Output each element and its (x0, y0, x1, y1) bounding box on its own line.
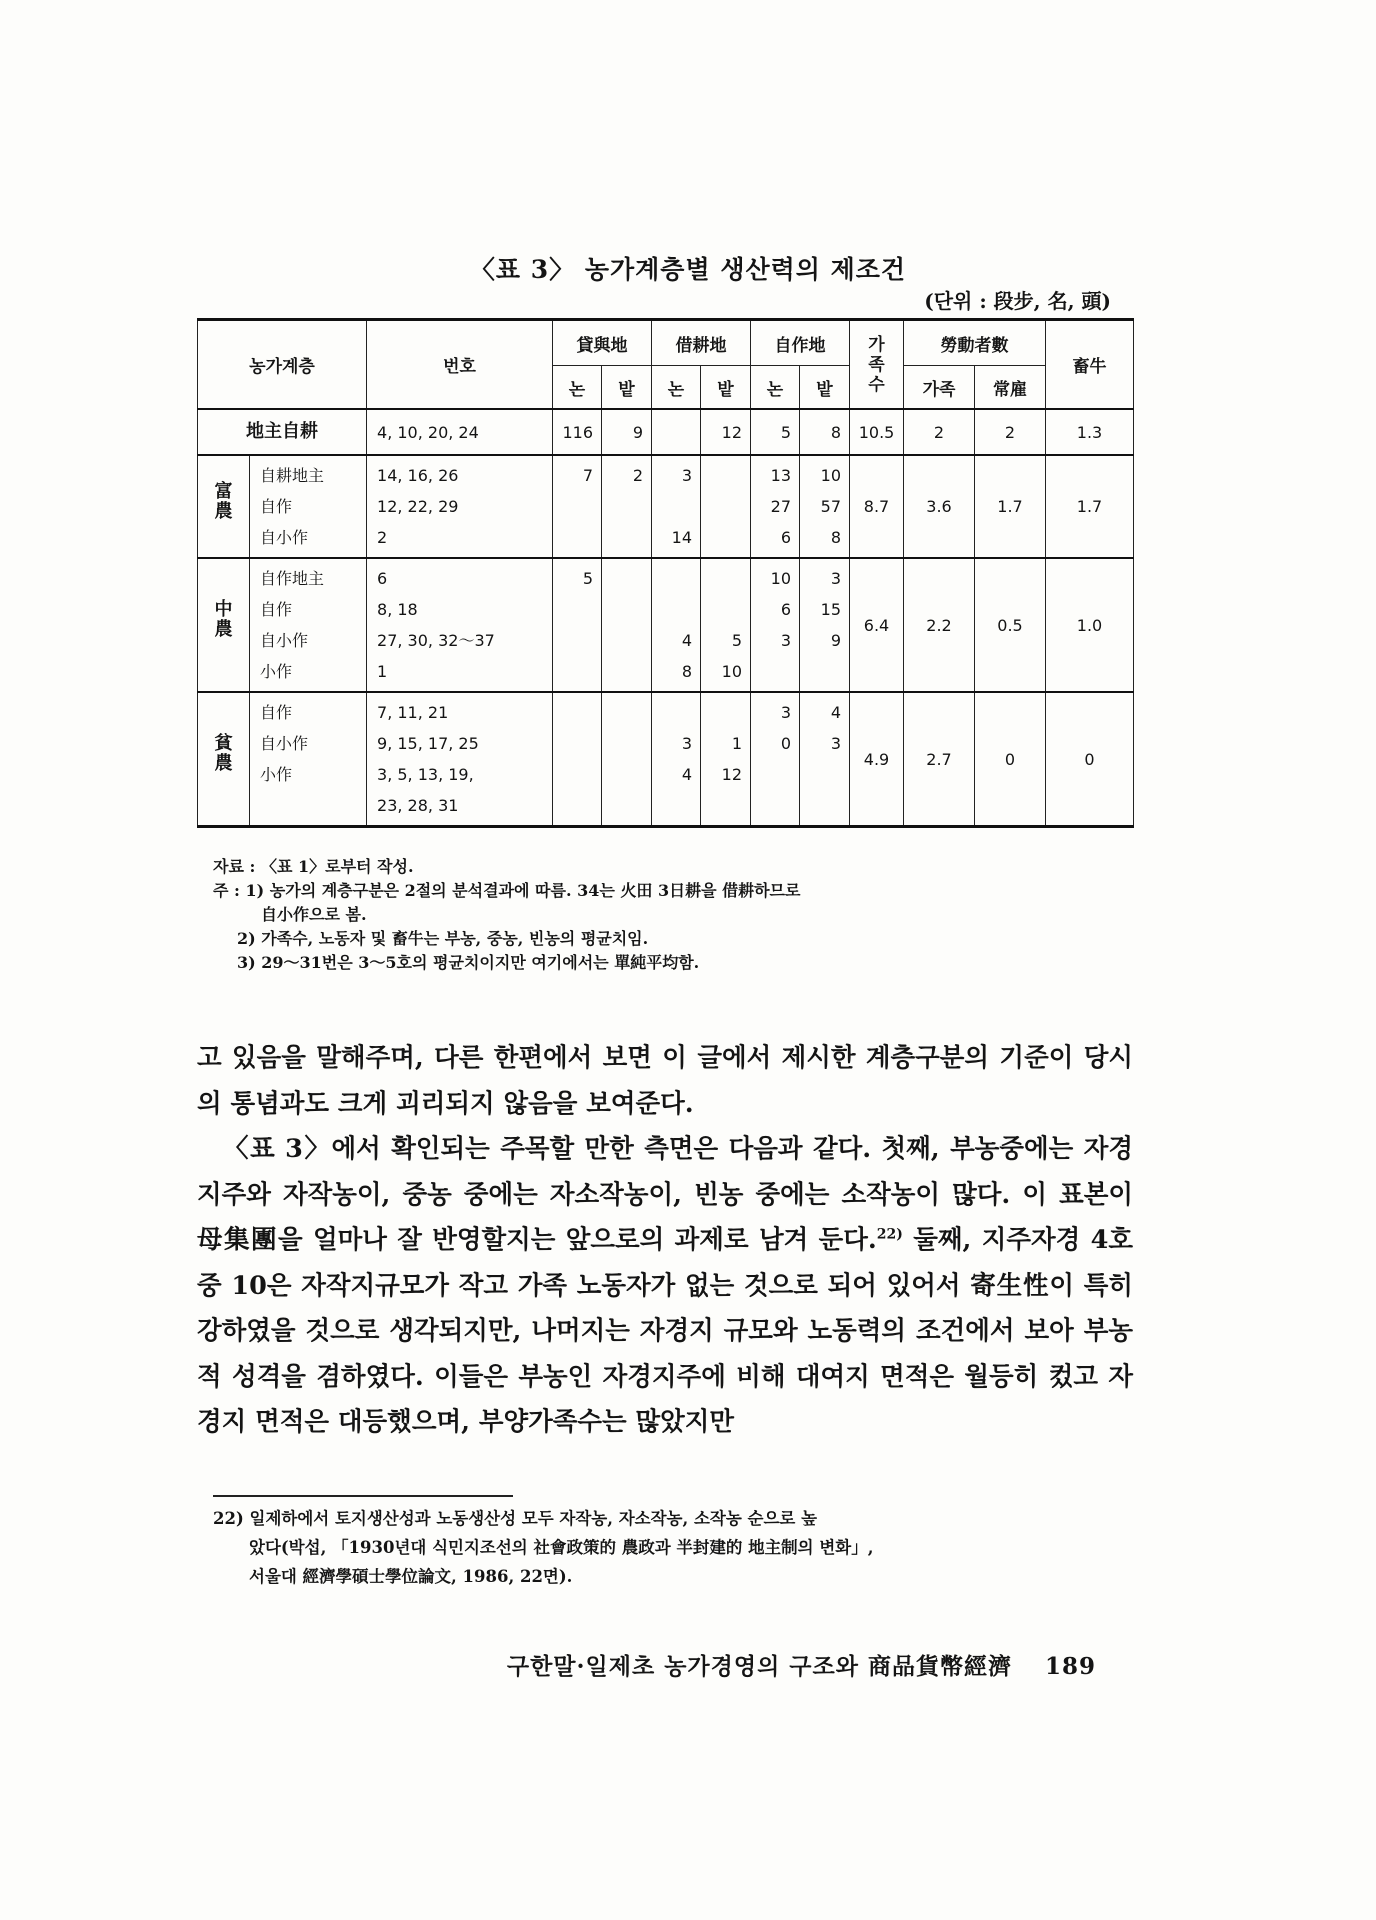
note-1-cont: 自小作으로 봄. (261, 905, 367, 924)
category-rich: 富農 (198, 455, 250, 558)
table-row (198, 455, 1134, 558)
value-cell: 10 57 8 (800, 455, 850, 558)
source-note: 자료 : 〈표 1〉로부터 작성. (213, 857, 414, 876)
header-field: 밭 (701, 366, 751, 410)
value-cell: 3 4 (652, 692, 701, 827)
family-workers-cell: 3.6 (904, 455, 975, 558)
value-cell: 4 3 (800, 692, 850, 827)
value-cell: 13 27 6 (751, 455, 800, 558)
livestock-cell: 1.0 (1046, 558, 1134, 692)
value-cell: 8 (800, 409, 850, 455)
family-cell: 4.9 (850, 692, 904, 827)
hired-cell: 1.7 (975, 455, 1046, 558)
data-table (197, 318, 1134, 828)
note-3: 3) 29～31번은 3～5호의 평균치이지만 여기에서는 單純平均함. (237, 953, 700, 972)
body-text (197, 1036, 1133, 1446)
family-cell: 6.4 (850, 558, 904, 692)
header-field: 밭 (602, 366, 652, 410)
header-field: 밭 (800, 366, 850, 410)
header-hired: 常雇 (975, 366, 1046, 410)
hired-cell: 0.5 (975, 558, 1046, 692)
value-cell: 12 (701, 409, 751, 455)
value-cell: 3 0 (751, 692, 800, 827)
type-cell: 自耕地主 自作 自小作 (250, 455, 367, 558)
livestock-cell: 0 (1046, 692, 1134, 827)
value-cell: 9 (602, 409, 652, 455)
value-cell: 5 (751, 409, 800, 455)
value-cell: 5 (553, 558, 602, 692)
number-cell: 14, 16, 26 12, 22, 29 2 (367, 455, 553, 558)
footnote-ref: 22) (876, 1226, 903, 1243)
value-cell: 5 10 (701, 558, 751, 692)
value-cell: 10 6 3 (751, 558, 800, 692)
value-cell (602, 558, 652, 692)
category-middle: 中農 (198, 558, 250, 692)
footnote-divider (213, 1495, 513, 1497)
family-workers-cell: 2 (904, 409, 975, 455)
footnote (213, 1504, 1148, 1591)
value-cell (553, 692, 602, 827)
livestock-cell: 1.3 (1046, 409, 1134, 455)
value-cell (652, 409, 701, 455)
value-cell (701, 455, 751, 558)
table-row (198, 692, 1134, 827)
header-stratum: 농가계층 (198, 320, 367, 410)
table-row (198, 558, 1134, 692)
value-cell: 7 (553, 455, 602, 558)
header-paddy: 논 (553, 366, 602, 410)
hired-cell: 2 (975, 409, 1046, 455)
family-workers-cell: 2.2 (904, 558, 975, 692)
family-cell: 8.7 (850, 455, 904, 558)
header-livestock: 畜牛 (1046, 320, 1134, 410)
value-cell: 3 15 9 (800, 558, 850, 692)
paragraph: 〈표 3〉에서 확인되는 주목할 만한 측면은 다음과 같다. 첫째, 부농중에는 자경지주와 자작농이, 중농 중에는 자소작농이, 빈농 중에는 소작농이 많다. 이 표본이 母集團을 얼마나 잘 반영할지는 앞으로의 과제로 남겨 둔다.$^{22)}$ 둘째, 지주자경 4호 중 10은 자작지규모가 작고 가족 노동자가 없는 것으로 되어 있어서 寄生性이 특히 강하였을 것으로 생각되지만, 나머지는 자경지 규모와 노동력의 조건에서 보아 부농적 성격을 겸하였다. 이들은 부농인 자경지주에 비해 대여지 면적은 월등히 컸고 자경지 면적은 대등했으며, 부양가족수는 많았지만 (197, 1134, 1134, 1437)
table-row (198, 409, 1134, 455)
value-cell (602, 692, 652, 827)
footnote-line: 22) 일제하에서 토지생산성과 노동생산성 모두 자작농, 자소작농, 소작농 순으로 높 (213, 1509, 818, 1528)
value-cell: 1 12 (701, 692, 751, 827)
header-paddy: 논 (751, 366, 800, 410)
value-cell: 3 14 (652, 455, 701, 558)
value-cell: 116 (553, 409, 602, 455)
hired-cell: 0 (975, 692, 1046, 827)
running-footer (507, 1648, 1096, 1681)
footnote-line: 았다(박섭, 「1930년대 식민지조선의 社會政策的 農政과 半封建的 地主制의 변화」, (249, 1538, 874, 1557)
family-cell: 10.5 (850, 409, 904, 455)
stratum-cell: 地主自耕 (198, 409, 367, 455)
type-cell: 自作 自小作 小作 (250, 692, 367, 827)
footnote-line: 서울대 經濟學碩士學位論文, 1986, 22면). (249, 1567, 573, 1586)
note-2: 2) 가족수, 노동자 및 畜牛는 부농, 중농, 빈농의 평균치임. (237, 929, 649, 948)
header-number: 번호 (367, 320, 553, 410)
paragraph: 고 있음을 말해주며, 다른 한편에서 보면 이 글에서 제시한 계층구분의 기준이 당시의 통념과도 크게 괴리되지 않음을 보여준다. (197, 1043, 1133, 1119)
header-leased: 貸與地 (553, 320, 652, 366)
value-cell: 4 8 (652, 558, 701, 692)
number-cell: 4, 10, 20, 24 (367, 409, 553, 455)
header-rented: 借耕地 (652, 320, 751, 366)
category-poor: 貧農 (198, 692, 250, 827)
number-cell: 7, 11, 21 9, 15, 17, 25 3, 5, 13, 19, 23, 28, 31 (367, 692, 553, 827)
value-cell: 2 (602, 455, 652, 558)
type-cell: 自作地主 自作 自小作 小作 (250, 558, 367, 692)
table-title: 〈표 3〉 농가계층별 생산력의 제조건 (469, 255, 907, 284)
table-notes (213, 855, 1153, 975)
family-workers-cell: 2.7 (904, 692, 975, 827)
running-title: 구한말·일제초 농가경영의 구조와 商品貨幣經濟 (506, 1653, 1012, 1680)
table-unit: (단위 : 段步, 名, 頭) (924, 289, 1111, 313)
number-cell: 6 8, 18 27, 30, 32～37 1 (367, 558, 553, 692)
livestock-cell: 1.7 (1046, 455, 1134, 558)
note-1: 주 : 1) 농가의 계층구분은 2절의 분석결과에 따름. 34는 火田 3日耕을 借耕하므로 (213, 881, 801, 900)
header-paddy: 논 (652, 366, 701, 410)
page-number: 189 (1044, 1653, 1096, 1680)
header-own: 自作地 (751, 320, 850, 366)
header-workers: 勞動者數 (904, 320, 1046, 366)
header-family: 가족수 (850, 320, 904, 410)
header-family-workers: 가족 (904, 366, 975, 410)
